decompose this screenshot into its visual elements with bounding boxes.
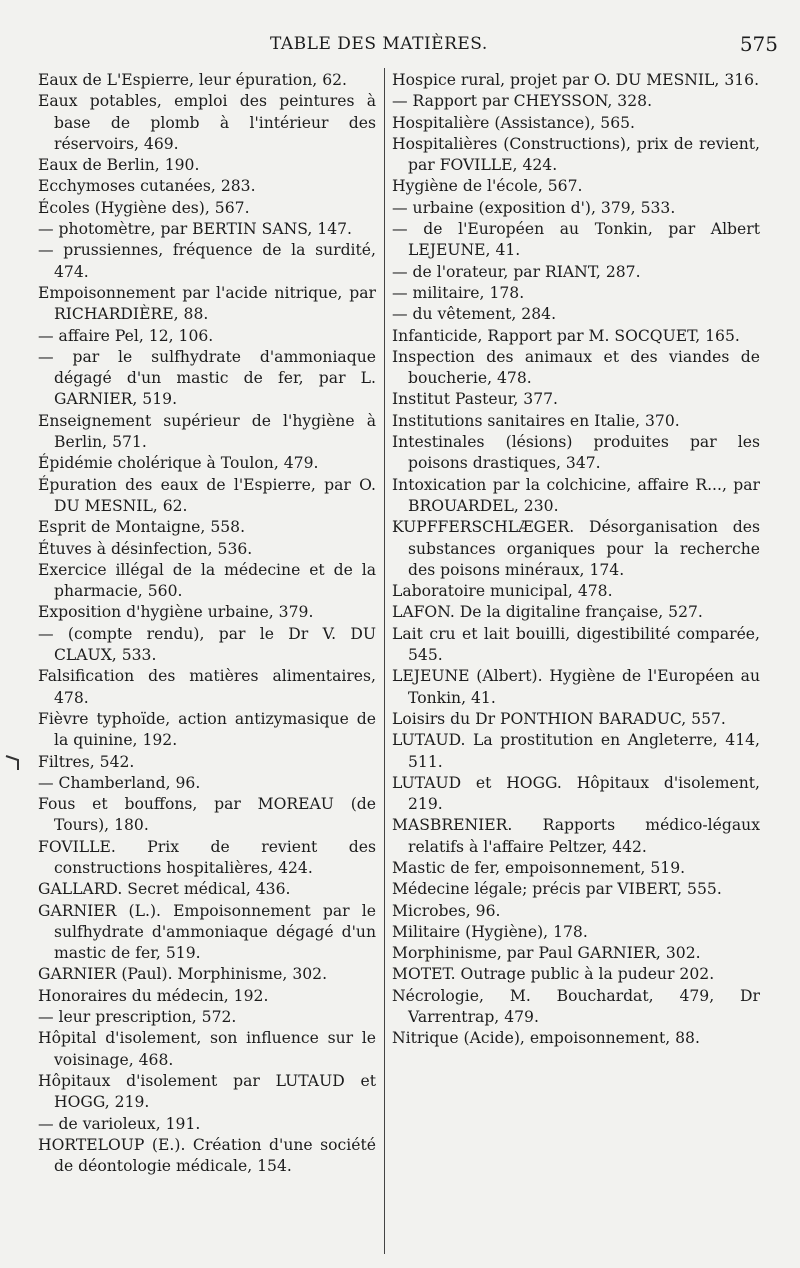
- index-entry: Fous et bouffons, par MOREAU (de Tours), 180.: [38, 795, 376, 835]
- index-entry: Militaire (Hygiène), 178.: [392, 922, 588, 941]
- index-entry: — photomètre, par BERTIN SANS, 147.: [38, 220, 353, 239]
- margin-pencil-mark: [4, 750, 22, 774]
- index-entry: Institutions sanitaires en Italie, 370.: [392, 411, 680, 430]
- index-entry: Eaux potables, emploi des peintures à base de plomb à l'intérieur des réservoirs, 469.: [38, 92, 376, 153]
- index-entry: LEJEUNE (Albert). Hygiène de l'Européen au Tonkin, 41.: [392, 667, 760, 707]
- running-title: TABLE DES MATIÈRES.: [270, 34, 488, 54]
- index-entry: LUTAUD. La prostitution en Angleterre, 414, 511.: [392, 731, 760, 771]
- index-entry: — de varioleux, 191.: [38, 1114, 201, 1133]
- index-entry: Microbes, 96.: [392, 901, 501, 920]
- index-entry: Eaux de Berlin, 190.: [38, 156, 200, 175]
- index-entry: Épidémie cholérique à Toulon, 479.: [38, 454, 319, 473]
- index-entry: GARNIER (L.). Empoisonnement par le sulfhydrate d'ammoniaque dégagé d'un mastic de fer, 519.: [38, 901, 376, 963]
- index-entry: Enseignement supérieur de l'hygiène à Berlin, 571.: [38, 411, 376, 452]
- index-entry: — de l'Européen au Tonkin, par Albert LEJEUNE, 41.: [392, 220, 760, 260]
- index-entry: Loisirs du Dr PONTHION BARADUC, 557.: [392, 709, 726, 728]
- index-entry: Nécrologie, M. Bouchardat, 479, Dr Varrentrap, 479.: [392, 986, 760, 1027]
- index-entry: — Rapport par CHEYSSON, 328.: [392, 92, 653, 111]
- index-entry: Esprit de Montaigne, 558.: [38, 518, 246, 537]
- index-entry: Hospice rural, projet par O. DU MESNIL, 316.: [392, 71, 760, 89]
- index-entry: Étuves à désinfection, 536.: [38, 539, 253, 558]
- index-entry: Falsification des matières alimentaires, 478.: [38, 667, 376, 707]
- index-entry: Institut Pasteur, 377.: [392, 390, 558, 409]
- index-entry: Inspection des animaux et des viandes de boucherie, 478.: [392, 347, 760, 388]
- index-entry: Honoraires du médecin, 192.: [38, 986, 269, 1005]
- index-entry: Hospitalières (Constructions), prix de revient, par FOVILLE, 424.: [392, 134, 760, 175]
- index-entry: — urbaine (exposition d'), 379, 533.: [392, 198, 676, 217]
- index-entry: — de l'orateur, par RIANT, 287.: [392, 262, 641, 281]
- index-entry: — militaire, 178.: [392, 283, 525, 302]
- index-entry: Hospitalière (Assistance), 565.: [392, 113, 635, 132]
- index-entry: Exposition d'hygiène urbaine, 379.: [38, 603, 314, 622]
- index-entry: Hygiène de l'école, 567.: [392, 177, 583, 196]
- index-entry: Hôpital d'isolement, son influence sur le voisinage, 468.: [38, 1029, 376, 1069]
- index-entry: — affaire Pel, 12, 106.: [38, 326, 214, 345]
- index-entry: Hôpitaux d'isolement par LUTAUD et HOGG, 219.: [38, 1071, 376, 1112]
- index-entry: Filtres, 542.: [38, 752, 135, 771]
- index-entry: Fièvre typhoïde, action antizymasique de la quinine, 192.: [38, 709, 376, 750]
- index-entry: MASBRENIER. Rapports médico-légaux relatifs à l'affaire Peltzer, 442.: [392, 816, 760, 856]
- page-number: 575: [739, 32, 778, 56]
- index-entry: Morphinisme, par Paul GARNIER, 302.: [392, 944, 701, 963]
- index-entry: HORTELOUP (E.). Création d'une société de déontologie médicale, 154.: [38, 1135, 376, 1176]
- index-entry: — par le sulfhydrate d'ammoniaque dégagé d'un mastic de fer, par L. GARNIER, 519.: [38, 347, 376, 409]
- index-entry: Intoxication par la colchicine, affaire R..., par BROUARDEL, 230.: [392, 475, 760, 515]
- index-entry: Lait cru et lait bouilli, digestibilité comparée, 545.: [392, 624, 760, 665]
- index-entry: KUPFFERSCHLÆGER. Désorganisation des substances organiques pour la recherche des poisons minéraux, 174.: [392, 518, 760, 579]
- index-entry: — leur prescription, 572.: [38, 1008, 237, 1027]
- index-entry: FOVILLE. Prix de revient des constructions hospitalières, 424.: [38, 837, 376, 877]
- index-entry: Nitrique (Acide), empoisonnement, 88.: [392, 1029, 700, 1048]
- index-entry: Infanticide, Rapport par M. SOCQUET, 165.: [392, 326, 740, 345]
- index-entry: Eaux de L'Espierre, leur épuration, 62.: [38, 71, 347, 89]
- index-column-right: [392, 70, 760, 1050]
- index-entry: GARNIER (Paul). Morphinisme, 302.: [38, 965, 328, 984]
- index-entry: MOTET. Outrage public à la pudeur 202.: [392, 965, 715, 984]
- index-entry: Laboratoire municipal, 478.: [392, 582, 613, 601]
- index-entry: GALLARD. Secret médical, 436.: [38, 880, 291, 899]
- index-entry: Ecchymoses cutanées, 283.: [38, 177, 256, 196]
- column-divider: [384, 68, 385, 1254]
- index-entry: — (compte rendu), par le Dr V. DU CLAUX, 533.: [38, 624, 376, 665]
- index-entry: LUTAUD et HOGG. Hôpitaux d'isolement, 219.: [392, 773, 760, 814]
- page-header: [0, 30, 800, 64]
- index-entry: — prussiennes, fréquence de la surdité, 474.: [38, 241, 376, 281]
- index-entry: Empoisonnement par l'acide nitrique, par RICHARDIÈRE, 88.: [38, 283, 376, 324]
- index-entry: LAFON. De la digitaline française, 527.: [392, 603, 703, 622]
- index-entry: Exercice illégal de la médecine et de la pharmacie, 560.: [38, 560, 376, 601]
- index-entry: Épuration des eaux de l'Espierre, par O. DU MESNIL, 62.: [38, 475, 376, 515]
- index-entry: Écoles (Hygiène des), 567.: [38, 198, 250, 217]
- index-column-left: [38, 70, 376, 1177]
- index-entry: Mastic de fer, empoisonnement, 519.: [392, 858, 686, 877]
- index-entry: Intestinales (lésions) produites par les poisons drastiques, 347.: [392, 433, 760, 473]
- index-entry: Médecine légale; précis par VIBERT, 555.: [392, 880, 722, 899]
- index-entry: — Chamberland, 96.: [38, 773, 201, 792]
- index-entry: — du vêtement, 284.: [392, 305, 557, 324]
